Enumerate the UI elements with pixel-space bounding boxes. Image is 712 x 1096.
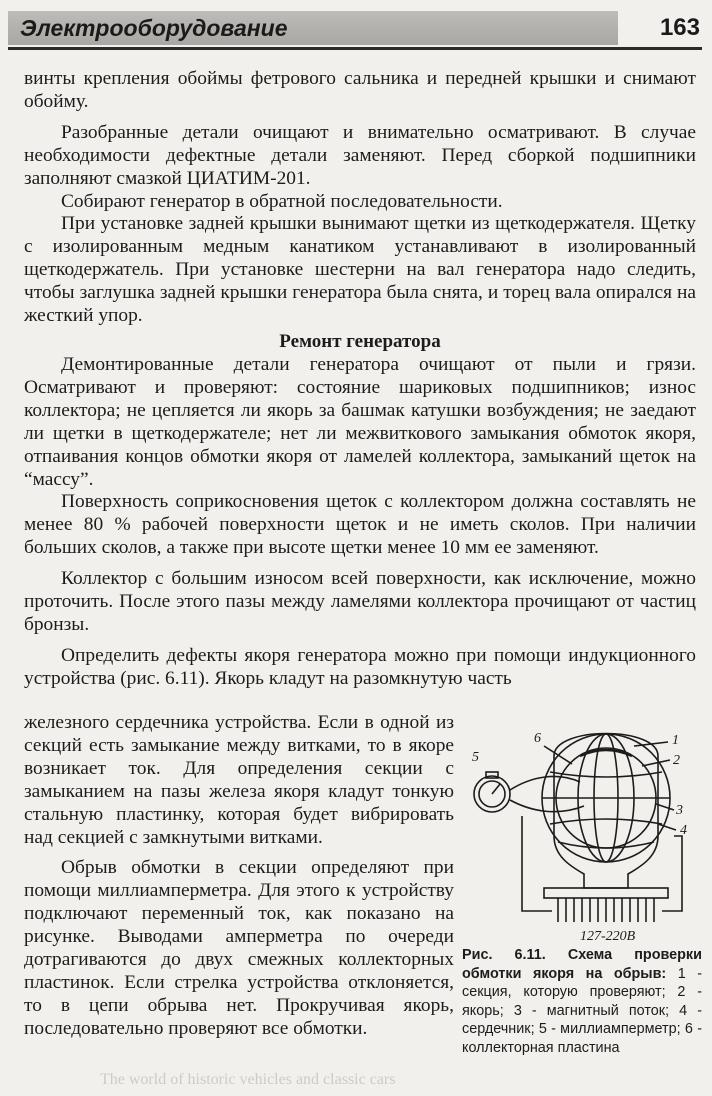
paragraph: Поверхность соприкосновения щеток с коллектором должна составлять не менее 80 % рабочей поверхности щеток и не иметь сколов. При наличии больших сколов, а также при высоте щетки менее 10 мм ее заменяют. (24, 491, 696, 559)
page-number: 163 (659, 14, 700, 41)
page-header (0, 0, 712, 50)
label-5: 5 (472, 750, 479, 765)
label-1: 1 (672, 733, 679, 748)
figure-6-11 (462, 716, 702, 946)
paragraph: винты крепления обоймы фетрового сальника и передней крышки и снимают обойму. (24, 68, 696, 112)
paragraph: Коллектор с большим износом всей поверхности, как исключение, можно проточить. После этого пазы между ламелями коллектора прочищают от частиц бронзы. (24, 568, 696, 635)
left-column-text (24, 712, 454, 1041)
main-text (24, 68, 696, 691)
header-rule (8, 47, 702, 50)
voltage-label: 127-220В (580, 929, 636, 944)
watermark: The world of historic vehicles and classic cars (100, 1071, 396, 1088)
paragraph: Обрыв обмотки в секции определяют при помощи миллиамперметра. Для этого к устройству подключают переменный ток, как показано на рисунке. Выводами амперметра по очереди дотрагиваются до двух смежных коллекторных пластинок. Если стрелка устройства отклоняется, то в цепи обрыва нет. Прокручивая якорь, последовательно проверяют все обмотки. (24, 857, 454, 1039)
paragraph: Определить дефекты якоря генератора можно при помощи индукционного устройства (рис. 6.11). Якорь кладут на разомкнутую часть (24, 644, 696, 689)
paragraph: Собирают генератор в обратной последовательности. (61, 190, 503, 212)
paragraph: При установке задней крышки вынимают щетки из щеткодержателя. Щетку с изолированным медным канатиком устанавливают в изолированный щеткодержатель. При установке шестерни на вал генератора надо следить, чтобы заглушка задней крышки генератора была снята, и торец вала опирался на жесткий упор. (24, 213, 696, 327)
label-2: 2 (673, 753, 680, 768)
caption-title: Рис. 6.11. Схема проверки обмотки якоря на обрыв: (462, 947, 702, 982)
armature-test-diagram (462, 716, 702, 946)
label-4: 4 (680, 823, 687, 838)
figure-caption (462, 946, 702, 1058)
paragraph: Разобранные детали очищают и внимательно осматривают. В случае необходимости дефектные детали заменяют. Перед сборкой подшипники заполняют смазкой ЦИАТИМ-201. (24, 121, 696, 189)
section-heading: Ремонт генератора (279, 330, 441, 352)
paragraph: Демонтированные детали генератора очищают от пыли и грязи. Осматривают и проверяют: состояние шариковых подшипников; износ коллектора; не цепляется ли якорь за башмак катушки возбуждения; не заедают ли щетки в щеткодержателе; нет ли межвиткового замыкания обмоток якоря, отпаивания концов обмотки якоря от ламелей коллектора, замыканий щеток на “массу”. (24, 353, 696, 490)
caption-text: 1 - секция, которую проверяют; 2 - якорь; 3 - магнитный поток; 4 - сердечник; 5 - миллиамперметр; 6 - коллекторная пластина (462, 965, 703, 1056)
section-title: Электрооборудование (20, 15, 288, 41)
paragraph: железного сердечника устройства. Если в одной из секций есть замыкание между витками, то в якоре возникает ток. Для определения секции с замыканием на пазы железа якоря кладут тонкую стальную пластинку, которая будет вибрировать над секцией с замкнутыми витками. (24, 712, 454, 848)
label-6: 6 (534, 731, 541, 746)
label-3: 3 (676, 803, 683, 818)
